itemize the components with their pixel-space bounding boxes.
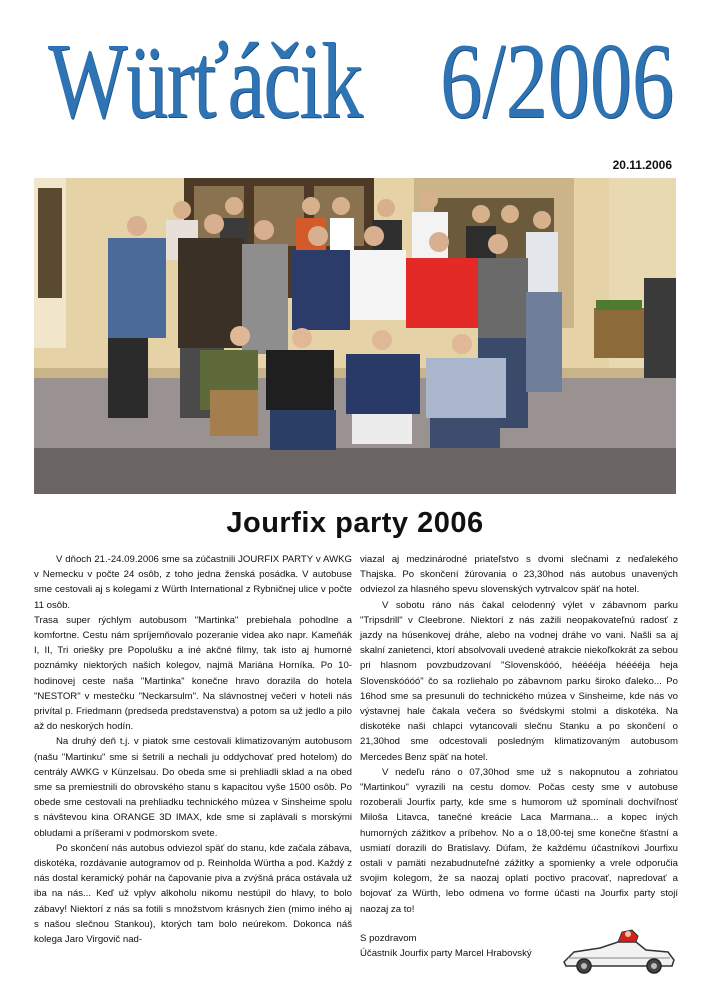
issue-number: 6/2006 [439, 22, 674, 141]
article-column-right [360, 552, 678, 972]
newsletter-title: Würťáčik [48, 22, 362, 141]
paragraph: Na druhý deň t.j. v piatok sme cestovali klimatizovaným autobusom (našu "Martinku" sme si šetrili a nechali ju oddychovať pred hotelom) do centrály AWKG v Künzelsau. Do obeda sme si prehliadli sklad a na obed sme sa premiestnili do obrovského stanu s kapacitou vyše 1500 osôb. Po obede sme cestovali na prehliadku technického múzea v Sinsheime spolu s návštevou kina ORANGE 3D IMAX, kde sme si zaplávali s morskými obludami a príšerami v podmorskom svete. [34, 736, 352, 839]
paragraph: V sobotu ráno nás čakal celodenný výlet v zábavnom parku "Tripsdrill" v Cleebrone. Niektorí z nás zažili neopakovateľnú radosť z jazdy na húsenkovej dráhe, alebo na vodnej dráhe vo vani. Našli sa aj skalní zanietenci, ktorí absolvovali uvedené atrakcie niekoľkokrát za sebou pri hlasnom povzbudzovaní "Slovenskóóó, hééééja hééééja heja Slovenskóóóó" čo sa rozliehalo po zábavnom parku široko ďaleko... Po 16hod sme sa presunuli do technického múzea v Sinsheime, kde nás vo výstavnej hale čakala večera so švédskymi stolmi a diskotéka. Na diskotéke naši chlapci vytancovali slečnu Stanku a po skončení o 21,30hod sme odcestovali posledným klimatizovaným autobusom Mercedes Benz späť na hotel. [360, 599, 678, 763]
issue-date: 20.11.2006 [612, 158, 672, 172]
signature-greeting: S pozdravom [360, 932, 417, 944]
vintage-car-icon [560, 928, 678, 976]
article-column-left [34, 552, 352, 972]
paragraph: viazal aj medzinárodné priateľstvo s dvomi slečnami z neďalekého Thajska. Po skončení žúrovania o 23,30hod nás autobus unavených odviezol za hlasného spevu slovenských vytrvalcov späť na hotel. [360, 554, 678, 596]
paragraph: V dňoch 21.-24.09.2006 sme sa zúčastnili JOURFIX PARTY v AWKG v Nemecku v počte 24 osôb, z toho jedna ženská posádka. V autobuse sme cestovali aj s kolegami z Würth International z Rybničnej ulice v počte 11 osôb. [34, 554, 352, 611]
paragraph: Po skončení nás autobus odviezol späť do stanu, kde začala zábava, diskotéka, rozdávanie autogramov od p. Reinholda Würtha a pod. Každý z nás dostal keramický pohár na čapovanie piva a zvýšná práca ostávala už iba na nás... Keď už vplyv alkoholu nikomu nestúpil do hlavy, to bolo zábavy! Niektorí z nás sa fotili s množstvom krásnych žien (mimo iného aj s našou slečnou Stankou), ktorých tam bolo neúrekom. Dokonca náš kolega Jaro Virgovič nad- [34, 842, 352, 946]
masthead [40, 22, 680, 163]
paragraph: Trasa super rýchlym autobusom "Martinka" prebiehala pohodlne a komfortne. Cestu nám spríjemňovalo pozeranie videa ako napr. Kameňák I, II, Tri oriešky pre Popolušku a iné akčné filmy, tak isto aj humorné poznámky niektorých našich kolegov, najmä Mariána Horníka. Po 10-hodinovej ceste naša "Martinka" konečne hravo dorazila do hotela "NESTOR" v mestečku "Neckarsulm". Na slávnostnej večeri v hoteli nás privítal p. Friedmann (predseda predstavenstva) a potom sa už jedlo a pilo až do neskorých hodín. [34, 614, 352, 733]
article-headline: Jourfix party 2006 [226, 507, 484, 539]
paragraph: V nedeľu ráno o 07,30hod sme už s nakopnutou a zohriatou "Martinkou" vyrazili na cestu domov. Počas cesty sme v autobuse rozoberali Jourfix party, kde sme s humorom už spomínali dochvíľnosť Miloša Litavca, tanečné kreácie Laca Marmana... a kopec iných humorných zážitkov a príbehov. No a o 18,00-tej sme konečne šťastní a usmiatí dorazili do Bratislavy. Dúfam, že každému účastníkovi Jourfixu ostali v pamäti nezabudnuteľné zážitky a spomienky a vrele odporučia svojim kolegom, že sa naozaj oplatí poctivo pracovať, napredovať a bojovať za Würth, lebo odmena vo forme účasti na Jourfix party stojí naozaj za to! [360, 766, 678, 915]
article-body [34, 552, 678, 972]
group-photo [34, 178, 676, 494]
signature-author: Účastník Jourfix party Marcel Hrabovský [360, 948, 532, 960]
